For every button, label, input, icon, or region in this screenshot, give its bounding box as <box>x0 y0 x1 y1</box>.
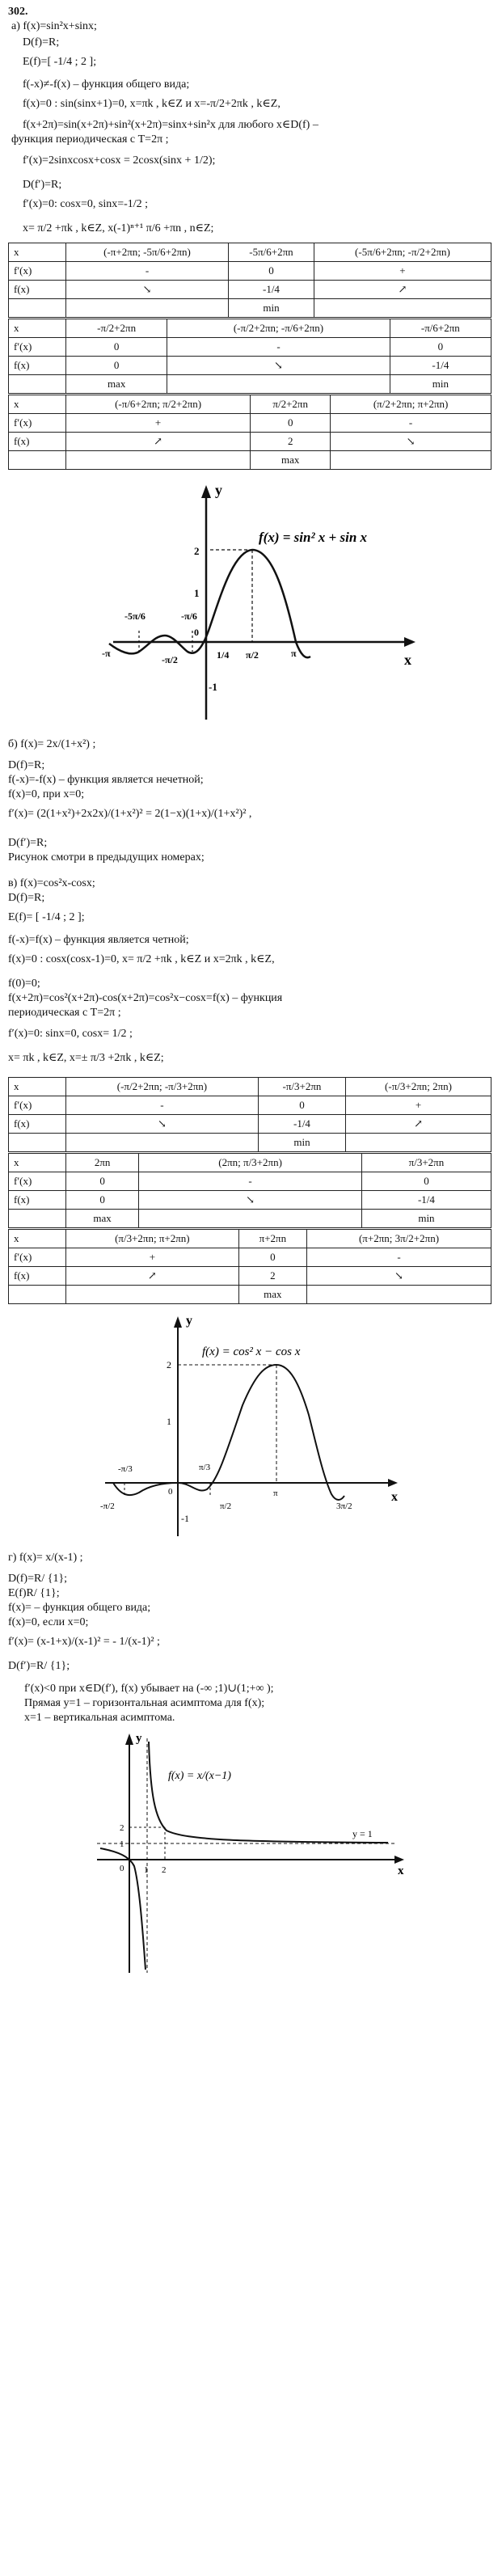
cell: x <box>9 243 66 262</box>
part-a-crit: f′(x)=0: cosx=0, sinx=-1/2 ; <box>23 198 149 210</box>
y-axis-label: y <box>136 1732 142 1745</box>
part-a-periodic-2: функция периодическая с T=2π ; <box>11 133 169 146</box>
cell: -π/2+2πn <box>66 319 167 338</box>
cell: -1/4 <box>258 1115 345 1134</box>
cell <box>9 1210 66 1228</box>
cell: 0 <box>229 262 314 281</box>
cell: f′(x) <box>9 1248 66 1267</box>
x-axis-label: x <box>391 1490 398 1504</box>
part-a-graph <box>81 477 420 732</box>
cell: -1/4 <box>361 1191 491 1210</box>
part-g-domain: D(f)=R/ {1}; <box>8 1573 68 1585</box>
part-g-dom-deriv: D(f′)=R/ {1}; <box>8 1660 70 1672</box>
cell <box>314 299 491 318</box>
cell: min <box>390 375 491 394</box>
cell: ↗ <box>314 281 491 299</box>
cell: - <box>167 338 390 357</box>
cell: ↘ <box>66 281 229 299</box>
part-v-f0: f(0)=0; <box>8 978 40 990</box>
cell: π+2πn <box>238 1230 306 1248</box>
graph-label: f(x) = cos² x − cos x <box>202 1345 301 1358</box>
x-axis-arrow <box>394 1856 404 1864</box>
cell: f′(x) <box>9 1096 66 1115</box>
cell: - <box>331 414 491 433</box>
y-axis-arrow <box>125 1734 133 1745</box>
cell: (-5π/6+2πn; -π/2+2πn) <box>314 243 491 262</box>
part-v-zeros: f(x)=0 : cosx(cosx-1)=0, x= π/2 +πk , k∈Z и x=2πk , k∈Z, <box>8 953 275 965</box>
cell <box>66 451 251 470</box>
cell: f′(x) <box>9 414 66 433</box>
cell: + <box>66 414 251 433</box>
cell: -π/3+2πn <box>258 1078 345 1096</box>
cell: f(x) <box>9 433 66 451</box>
tick-label: 0 <box>168 1487 173 1497</box>
tick-label: π/2 <box>220 1501 232 1511</box>
tick-label: -π/2 <box>100 1501 115 1511</box>
part-g-h-asymptote: Прямая y=1 – горизонтальная асимптома для f(x); <box>24 1697 265 1709</box>
tick-label: 1 <box>167 1416 171 1427</box>
part-v-crit: f′(x)=0: sinx=0, cosx= 1/2 ; <box>8 1028 133 1040</box>
cell: (-π/2+2πn; -π/6+2πn) <box>167 319 390 338</box>
part-a-derivative: f′(x)=2sinxcosx+cosx = 2cosx(sinx + 1/2); <box>23 154 216 167</box>
cell: - <box>66 1096 259 1115</box>
cell: f(x) <box>9 357 66 375</box>
part-g-range: E(f)R/ {1}; <box>8 1587 60 1599</box>
cell: ↘ <box>66 1115 259 1134</box>
cell: 0 <box>238 1248 306 1267</box>
part-b-zeros: f(x)=0, при x=0; <box>8 788 85 800</box>
part-v-domain: D(f)=R; <box>8 892 45 904</box>
tick-label: -π <box>102 648 111 659</box>
cell: + <box>66 1248 239 1267</box>
cell: 0 <box>258 1096 345 1115</box>
cell <box>307 1286 491 1304</box>
asymptote-label: y = 1 <box>352 1828 373 1839</box>
cell: x <box>9 1230 66 1248</box>
part-g-zeros: f(x)=0, если x=0; <box>8 1616 89 1628</box>
cell: 0 <box>66 338 167 357</box>
tick-label: -1 <box>181 1513 189 1524</box>
cell: ↗ <box>346 1115 491 1134</box>
part-b-derivative: f′(x)= (2(1+x²)+2x2x)/(1+x²)² = 2(1−x)(1+x)/(1+x²)² , <box>8 808 252 820</box>
x-axis-label: x <box>398 1864 404 1877</box>
cell: ↗ <box>66 1267 239 1286</box>
part-a-func: а) f(x)=sin²x+sinx; <box>11 20 97 32</box>
tick-label: -π/3 <box>118 1464 133 1474</box>
cell: f(x) <box>9 281 66 299</box>
tick-label: 0 <box>120 1864 124 1873</box>
cell: + <box>346 1096 491 1115</box>
cell: (π+2πn; 3π/2+2πn) <box>307 1230 491 1248</box>
part-v-crit-points: x= πk , k∈Z, x=± π/3 +2πk , k∈Z; <box>8 1052 164 1064</box>
cell: ↘ <box>167 357 390 375</box>
tick-label: 2 <box>162 1865 167 1875</box>
tick-label: π <box>273 1489 278 1498</box>
graph-label: f(x) = x/(x−1) <box>168 1770 231 1782</box>
cell <box>9 451 66 470</box>
cell: -π/6+2πn <box>390 319 491 338</box>
cell: 2 <box>251 433 331 451</box>
tick-label: 1 <box>194 587 200 599</box>
x-axis-arrow <box>404 637 416 647</box>
part-a-domain: D(f)=R; <box>23 36 60 49</box>
cell <box>167 375 390 394</box>
problem-number: 302. <box>8 6 28 18</box>
part-g-derivative: f′(x)= (x-1+x)/(x-1)² = - 1/(x-1)² ; <box>8 1636 160 1648</box>
cell: (-π+2πn; -5π/6+2πn) <box>66 243 229 262</box>
part-b-domain: D(f)=R; <box>8 759 45 771</box>
part-a-table-1 <box>8 243 491 318</box>
tick-label: 1 <box>144 1865 149 1875</box>
cell <box>346 1134 491 1152</box>
cell: max <box>251 451 331 470</box>
part-b-note: Рисунок смотри в предыдущих номерах; <box>8 851 205 864</box>
tick-label: 1 <box>120 1839 124 1849</box>
y-axis-arrow <box>201 485 211 498</box>
part-v-periodic-2: периодическая с T=2π ; <box>8 1007 121 1019</box>
part-g-parity: f(x)= – функция общего вида; <box>8 1602 151 1614</box>
cell: max <box>66 1210 139 1228</box>
cell: (2πn; π/3+2πn) <box>139 1154 362 1172</box>
cell: - <box>139 1172 362 1191</box>
cell: (-π/3+2πn; 2πn) <box>346 1078 491 1096</box>
tick-label: 2 <box>120 1823 124 1833</box>
part-g-func: г) f(x)= x/(x-1) ; <box>8 1552 83 1564</box>
cell <box>9 375 66 394</box>
part-b-func: б) f(x)= 2x/(1+x²) ; <box>8 738 96 750</box>
cell: max <box>66 375 167 394</box>
tick-label: -π/6 <box>181 610 197 622</box>
cell: (π/3+2πn; π+2πn) <box>66 1230 239 1248</box>
cell <box>66 1286 239 1304</box>
tick-label: -5π/6 <box>124 610 146 622</box>
curve-cos2x-minus-cosx <box>113 1365 344 1500</box>
tick-label: 0 <box>194 627 199 638</box>
cell: (-π/2+2πn; -π/3+2πn) <box>66 1078 259 1096</box>
part-v-periodic-1: f(x+2π)=cos²(x+2π)-cos(x+2π)=cos²x−cosx=f(x) – функция <box>8 992 283 1004</box>
cell: x <box>9 319 66 338</box>
part-v-table-2 <box>8 1153 491 1228</box>
part-a-range: E(f)=[ -1/4 ; 2 ]; <box>23 56 97 68</box>
cell: -1/4 <box>229 281 314 299</box>
tick-label: π/3 <box>199 1463 211 1472</box>
part-a-parity: f(-x)≠-f(x) – функция общего вида; <box>23 78 190 91</box>
cell <box>331 451 491 470</box>
part-v-graph <box>97 1310 437 1544</box>
tick-label: -π/2 <box>162 654 178 665</box>
tick-label: π <box>291 648 297 659</box>
cell: x <box>9 1154 66 1172</box>
tick-label: π/2 <box>246 649 259 661</box>
cell: ↗ <box>66 433 251 451</box>
graph-label: f(x) = sin² x + sin x <box>259 530 368 545</box>
y-axis-arrow <box>174 1316 182 1328</box>
part-v-range: E(f)= [ -1/4 ; 2 ]; <box>8 911 85 923</box>
cell: (π/2+2πn; π+2πn) <box>331 395 491 414</box>
part-v-table-3 <box>8 1229 491 1304</box>
cell: 0 <box>361 1172 491 1191</box>
cell <box>9 1134 66 1152</box>
cell: min <box>361 1210 491 1228</box>
cell: f′(x) <box>9 1172 66 1191</box>
tick-label: 3π/2 <box>336 1501 352 1511</box>
cell: 0 <box>390 338 491 357</box>
cell <box>9 1286 66 1304</box>
part-a-range-value: [ -1/4 ; 2 ]; <box>47 56 97 68</box>
cell <box>9 299 66 318</box>
part-a-dom-deriv: D(f′)=R; <box>23 179 62 191</box>
y-axis-label: y <box>186 1314 192 1328</box>
cell <box>66 299 229 318</box>
cell: -5π/6+2πn <box>229 243 314 262</box>
cell: max <box>238 1286 306 1304</box>
cell: f′(x) <box>9 262 66 281</box>
cell: 0 <box>66 357 167 375</box>
cell: f(x) <box>9 1267 66 1286</box>
part-v-func: в) f(x)=cos²x-cosx; <box>8 877 95 889</box>
cell <box>139 1210 362 1228</box>
cell <box>66 1134 259 1152</box>
cell: + <box>314 262 491 281</box>
y-axis-label: y <box>215 482 222 498</box>
cell: 0 <box>66 1172 139 1191</box>
x-axis-arrow <box>388 1479 398 1487</box>
cell: f′(x) <box>9 338 66 357</box>
cell: π/2+2πn <box>251 395 331 414</box>
part-v-table-1 <box>8 1077 491 1152</box>
part-g-v-asymptote: x=1 – вертикальная асимптома. <box>24 1712 175 1724</box>
cell: x <box>9 395 66 414</box>
cell: f(x) <box>9 1115 66 1134</box>
part-b-parity: f(-x)=-f(x) – функция является нечетной; <box>8 774 204 786</box>
cell: f(x) <box>9 1191 66 1210</box>
part-a-table-2 <box>8 319 491 394</box>
cell: ↘ <box>331 433 491 451</box>
tick-label: 1/4 <box>217 649 230 661</box>
cell: min <box>229 299 314 318</box>
cell: 0 <box>251 414 331 433</box>
part-g-graph <box>81 1730 420 2571</box>
part-g-decreasing: f′(x)<0 при x∈D(f′), f(x) убывает на (-∞ ;1)∪(1;+∞ ); <box>24 1683 274 1695</box>
cell: (-π/6+2πn; π/2+2πn) <box>66 395 251 414</box>
tick-label: -1 <box>209 681 217 693</box>
cell: - <box>66 262 229 281</box>
cell: π/3+2πn <box>361 1154 491 1172</box>
tick-label: 2 <box>167 1359 171 1370</box>
cell: 0 <box>66 1191 139 1210</box>
part-a-table-3 <box>8 395 491 470</box>
part-a-crit-points: x= π/2 +πk , k∈Z, x(-1)ⁿ⁺¹ π/6 +πn , n∈Z; <box>23 222 214 234</box>
cell: -1/4 <box>390 357 491 375</box>
tick-label: 2 <box>194 545 200 557</box>
part-b-dom-deriv: D(f′)=R; <box>8 837 48 849</box>
cell: ↘ <box>307 1267 491 1286</box>
x-axis-label: x <box>404 652 411 668</box>
part-a-zeros: f(x)=0 : sin(sinx+1)=0, x=πk , k∈Z и x=-π/2+2πk , k∈Z, <box>23 98 281 110</box>
part-v-parity: f(-x)=f(x) – функция является четной; <box>8 934 189 946</box>
part-a-periodic-1: f(x+2π)=sin(x+2π)+sin²(x+2π)=sinx+sin²x для любого x∈D(f) – <box>23 119 318 131</box>
cell: ↘ <box>139 1191 362 1210</box>
cell: 2 <box>238 1267 306 1286</box>
cell: - <box>307 1248 491 1267</box>
cell: min <box>258 1134 345 1152</box>
cell: 2πn <box>66 1154 139 1172</box>
cell: x <box>9 1078 66 1096</box>
